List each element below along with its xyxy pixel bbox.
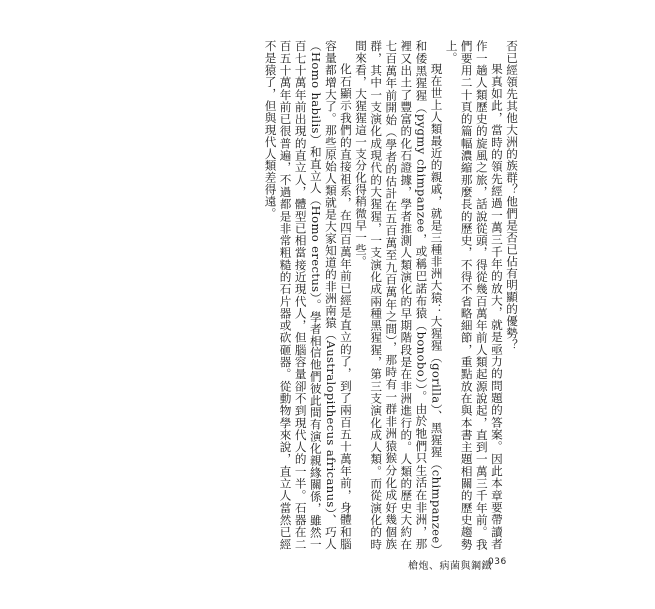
page-footer xyxy=(408,556,538,572)
running-title: 槍炮、病菌與鋼鐵 xyxy=(408,561,492,572)
paragraph-3: 現在世上人類最近的親戚，就是三種非洲大猿：大猩猩（gorilla）、黑猩猩（chimpanzee）和倭黑猩猩（pygmy chimpanzee，或稱巴諾布猿（bonobo））。由於牠們只生活在非洲，那裡又出土了豐富的化石證據，學者推測人類演化的早期階段是在非洲進行的。人類的歷史大約在七百萬年前開始（學者的估計在五百萬至九百萬年之間），那時有一群非洲猿猴分化成好幾個族群，其中一支演化成現代的大猩猩，一支演化成兩種黑猩猩，第三支演化成人類。而從演化的時間來看，大猩猩這一支分化得稍微早一些。 xyxy=(354,40,444,550)
paragraph-4: 化石顯示我們的直接祖系，在四百萬年前已經是直立的了，到了兩百五十萬年前，身體和腦容量都增大了。那些原始人類就是大家知道的非洲南猿（Australopithecus africanus）、巧人（Homo habilis）和直立人（Homo erectus）。學者相信他們彼此間有演化親緣關係，雖然一百七十萬年前出現的直立人，體型已相當接近現代人，但腦容量卻不到現代人的一半。石器在二百五十萬年前已很普遍，不過都是非常粗糙的石片器或砍砸器。從動物學來說，直立人當然已經不是猿了，但與現代人類差得遠。 xyxy=(263,40,353,550)
body-text xyxy=(119,40,519,550)
paragraph-2: 果真如此，當時的領先經過一萬三千年的放大，就是亟力的問題的答案。因此本章要帶讀者作一趟人類歷史的旋風之旅，話說從頭，得從幾百萬年前人類起源說起，直到一萬三千年前。我們要用二十頁的篇幅濃縮那麼長的歷史，不得不省略細節，重點放在與本書主題相關的歷史趨勢上。 xyxy=(444,40,504,550)
paragraph-1: 否已經領先其他大洲的族群？他們是否已佔有明顯的優勢？ xyxy=(505,40,519,351)
page-number: 036 xyxy=(488,557,507,567)
